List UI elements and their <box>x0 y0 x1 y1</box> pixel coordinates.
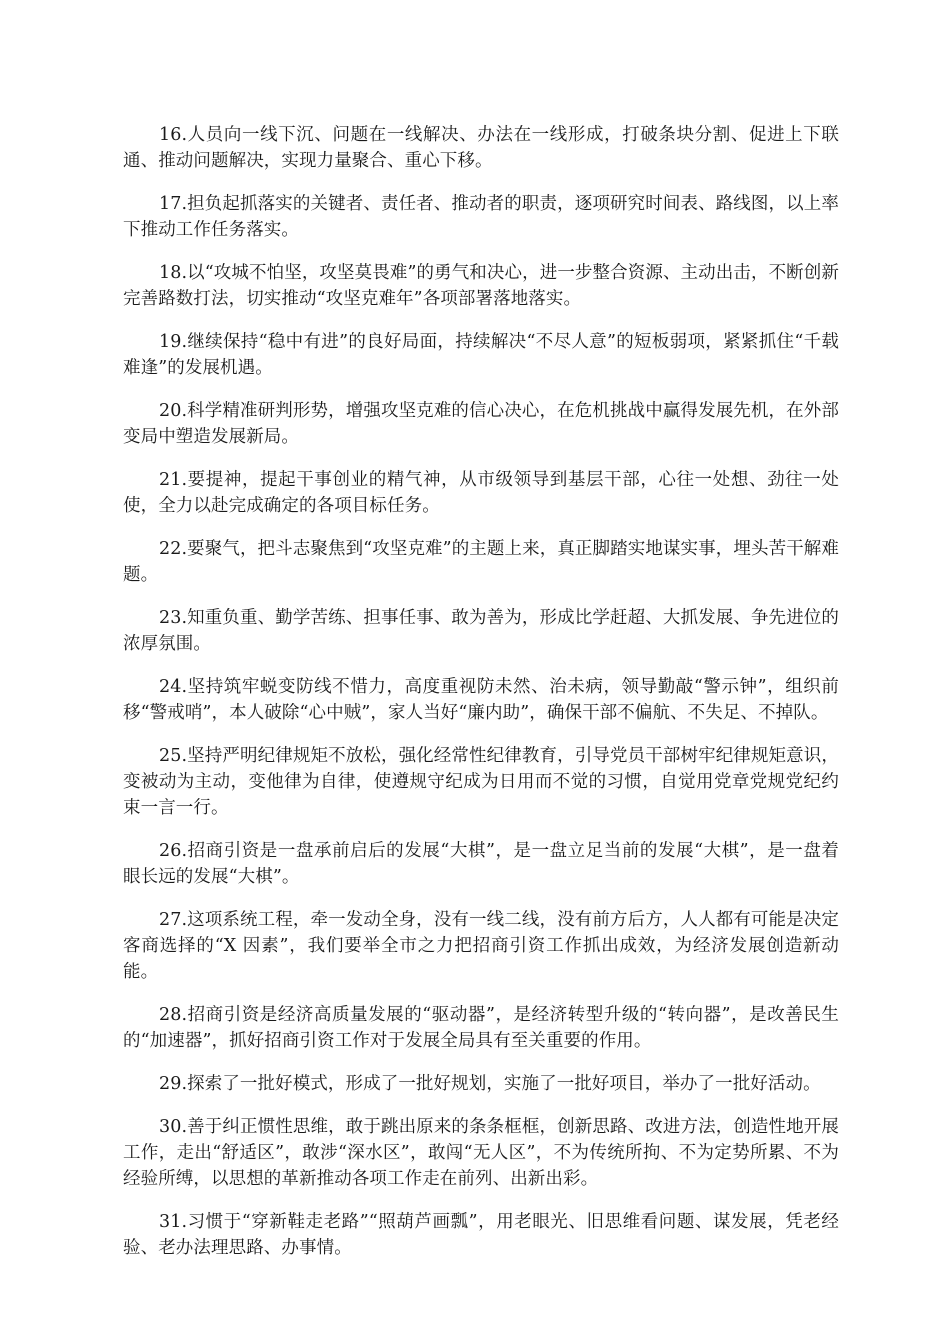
paragraph-17: 17.担负起抓落实的关键者、责任者、推动者的职责，逐项研究时间表、路线图，以上率下推动工作任务落实。 <box>123 194 839 240</box>
paragraph-24: 24.坚持筑牢蜕变防线不惜力，高度重视防未然、治未病，领导勤敲“警示钟”，组织前移“警戒哨”，本人破除“心中贼”，家人当好“廉内助”，确保干部不偏航、不失足、不掉队。 <box>123 677 839 723</box>
paragraph-26: 26.招商引资是一盘承前启后的发展“大棋”，是一盘立足当前的发展“大棋”，是一盘着眼长远的发展“大棋”。 <box>123 841 839 887</box>
paragraph-25: 25.坚持严明纪律规矩不放松，强化经常性纪律教育，引导党员干部树牢纪律规矩意识，变被动为主动，变他律为自律，使遵规守纪成为日用而不觉的习惯，自觉用党章党规党纪约束一言一行。 <box>123 746 839 818</box>
paragraph-27: 27.这项系统工程，牵一发动全身，没有一线二线，没有前方后方，人人都有可能是决定客商选择的“X 因素”，我们要举全市之力把招商引资工作抓出成效，为经济发展创造新动能。 <box>123 910 839 982</box>
paragraph-31: 31.习惯于“穿新鞋走老路”“照葫芦画瓢”，用老眼光、旧思维看问题、谋发展，凭老经验、老办法理思路、办事情。 <box>123 1212 839 1258</box>
paragraph-28: 28.招商引资是经济高质量发展的“驱动器”，是经济转型升级的“转向器”，是改善民生的“加速器”，抓好招商引资工作对于发展全局具有至关重要的作用。 <box>123 1005 839 1051</box>
paragraph-16: 16.人员向一线下沉、问题在一线解决、办法在一线形成，打破条块分割、促进上下联通、推动问题解决，实现力量聚合、重心下移。 <box>123 125 839 171</box>
paragraph-29: 29.探索了一批好模式，形成了一批好规划，实施了一批好项目，举办了一批好活动。 <box>159 1074 821 1094</box>
paragraph-18: 18.以“攻城不怕坚，攻坚莫畏难”的勇气和决心，进一步整合资源、主动出击，不断创新完善路数打法，切实推动“攻坚克难年”各项部署落地落实。 <box>123 263 839 309</box>
paragraph-23: 23.知重负重、勤学苦练、担事任事、敢为善为，形成比学赶超、大抓发展、争先进位的浓厚氛围。 <box>123 608 839 654</box>
paragraph-19: 19.继续保持“稳中有进”的良好局面，持续解决“不尽人意”的短板弱项，紧紧抓住“千载难逢”的发展机遇。 <box>123 332 839 378</box>
paragraph-20: 20.科学精准研判形势，增强攻坚克难的信心决心，在危机挑战中赢得发展先机，在外部变局中塑造发展新局。 <box>123 401 839 447</box>
paragraph-22: 22.要聚气，把斗志聚焦到“攻坚克难”的主题上来，真正脚踏实地谋实事，埋头苦干解难题。 <box>123 539 839 585</box>
document-page <box>123 122 839 1278</box>
paragraph-30: 30.善于纠正惯性思维，敢于跳出原来的条条框框，创新思路、改进方法，创造性地开展工作，走出“舒适区”，敢涉“深水区”，敢闯“无人区”，不为传统所拘、不为定势所累、不为经验所缚，以思想的革新推动各项工作走在前列、出新出彩。 <box>123 1117 839 1189</box>
paragraph-21: 21.要提神，提起干事创业的精气神，从市级领导到基层干部，心往一处想、劲往一处使，全力以赴完成确定的各项目标任务。 <box>123 470 839 516</box>
